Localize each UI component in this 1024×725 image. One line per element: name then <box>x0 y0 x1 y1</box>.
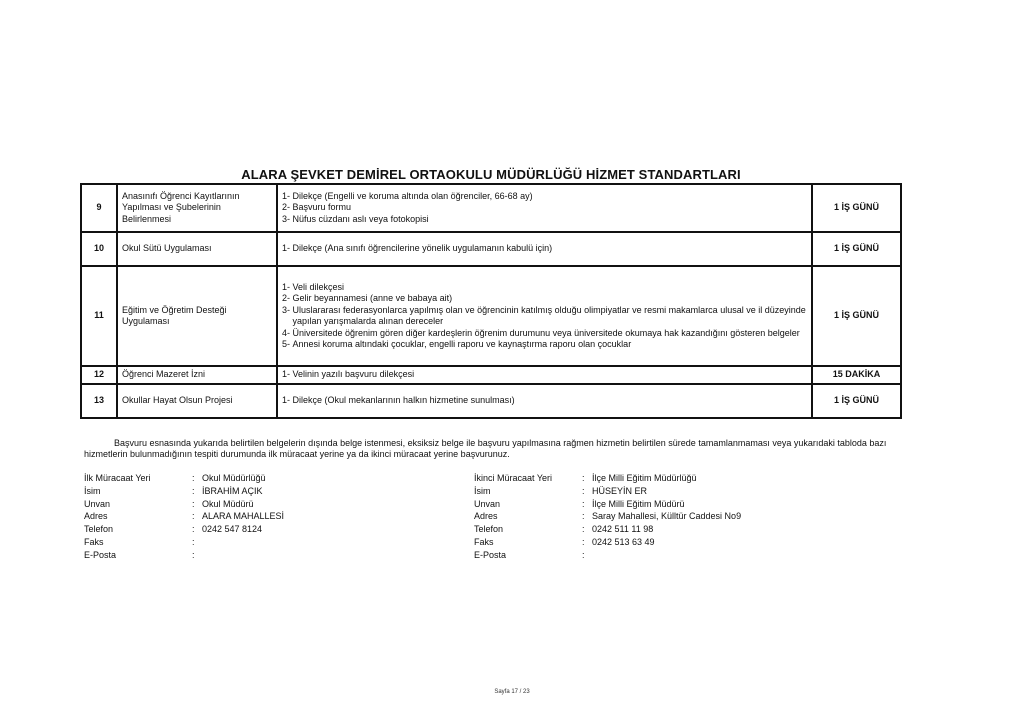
contact-label: E-Posta <box>474 549 507 560</box>
required-documents <box>277 384 812 418</box>
requirement-text: Velinin yazılı başvuru dilekçesi <box>292 369 415 380</box>
required-documents <box>277 266 812 366</box>
row-number: 13 <box>81 384 117 418</box>
completion-time: 15 DAKİKA <box>812 366 901 384</box>
contact-row <box>474 549 741 562</box>
requirement-number: 2- <box>282 293 293 303</box>
required-documents <box>277 366 812 384</box>
requirement-item <box>282 369 807 381</box>
requirement-number: 4- <box>282 327 293 338</box>
contact-row <box>84 549 284 562</box>
contact-value: İlçe Milli Eğitim Müdürü <box>592 498 685 509</box>
row-number: 10 <box>81 232 117 266</box>
requirement-number: 1- <box>282 243 293 254</box>
contact-label: Adres <box>84 511 108 522</box>
contact-value: Okul Müdürü <box>202 498 254 509</box>
requirement-item <box>282 214 807 226</box>
requirement-text: Veli dilekçesi <box>292 281 345 292</box>
contact-value: ALARA MAHALLESİ <box>202 511 285 522</box>
contact-label: Unvan <box>84 498 111 509</box>
contact-label: Unvan <box>474 498 501 509</box>
contact-label: İsim <box>84 485 101 496</box>
table-row <box>81 384 901 418</box>
requirement-text: Uluslararası federasyonlarca yapılmış olan ve öğrencinin katılmış olduğu olimpiyatlar ve resmi makamlarca ulusal ve il düzeyinde yapılan yarışmalarda alınan dereceler <box>292 304 806 326</box>
table-row <box>81 266 901 366</box>
requirement-text: Başvuru formu <box>292 202 352 213</box>
row-number: 11 <box>81 266 117 366</box>
contact-label: İkinci Müracaat Yeri <box>474 473 553 483</box>
contact-row <box>474 498 741 511</box>
requirement-item <box>282 395 807 407</box>
contact-separator: : <box>192 536 195 547</box>
requirement-item <box>282 202 807 214</box>
requirement-number: 1- <box>282 369 293 380</box>
contact-value: Okul Müdürlüğü <box>202 473 266 483</box>
contact-label: Faks <box>474 536 494 547</box>
requirement-number: 3- <box>282 304 293 315</box>
contact-separator: : <box>192 511 195 522</box>
contact-row <box>84 510 284 523</box>
completion-time: 1 İŞ GÜNÜ <box>812 232 901 266</box>
contact-separator: : <box>582 473 585 483</box>
page-number: Sayfa 17 / 23 <box>494 689 530 695</box>
contact-value: İBRAHİM AÇIK <box>202 485 263 496</box>
contact-separator: : <box>582 536 585 547</box>
contact-row <box>474 485 741 498</box>
second-contact-block <box>474 472 741 562</box>
contact-row <box>84 498 284 511</box>
contact-separator: : <box>582 511 585 522</box>
completion-time: 1 İŞ GÜNÜ <box>812 184 901 232</box>
requirement-item <box>282 282 807 294</box>
contact-separator: : <box>192 498 195 509</box>
requirement-text: Üniversitede öğrenim gören diğer kardeşlerin öğrenim durumunu veya üniversitede okumaya hak kazandığını gösteren belgeler <box>292 327 800 338</box>
contact-row <box>474 510 741 523</box>
requirement-item <box>282 339 807 351</box>
table-row <box>81 184 901 232</box>
contact-separator: : <box>582 485 585 496</box>
service-standards-table <box>80 183 902 419</box>
contact-value: 0242 547 8124 <box>202 524 263 535</box>
requirement-text: Dilekçe (Ana sınıfı öğrencilerine yönelik uygulamanın kabulü için) <box>292 243 553 254</box>
requirement-item <box>282 243 807 255</box>
completion-time: 1 İŞ GÜNÜ <box>812 384 901 418</box>
page-title: ALARA ŞEVKET DEMİREL ORTAOKULU MÜDÜRLÜĞÜ HİZMET STANDARTLARI <box>241 167 741 182</box>
contact-value: 0242 511 11 98 <box>592 524 654 535</box>
requirement-text: Nüfus cüzdanı aslı veya fotokopisi <box>292 213 429 224</box>
requirement-number: 1- <box>282 190 293 201</box>
requirement-number: 1- <box>282 281 293 292</box>
contact-row <box>474 472 741 485</box>
requirement-text: Gelir beyannamesi (anne ve babaya ait) <box>292 293 453 303</box>
contact-label: Telefon <box>84 524 114 535</box>
contact-separator: : <box>582 549 585 560</box>
requirement-number: 5- <box>282 339 293 349</box>
contact-label: İsim <box>474 485 491 496</box>
contact-separator: : <box>582 498 585 509</box>
completion-time: 1 İŞ GÜNÜ <box>812 266 901 366</box>
service-name: Anasınıfı Öğrenci Kayıtlarının Yapılması ve Şubelerinin Belirlenmesi <box>117 184 277 232</box>
requirement-number: 3- <box>282 213 293 224</box>
contact-separator: : <box>582 524 585 535</box>
application-note: Başvuru esnasında yukarıda belirtilen belgelerin dışında belge istenmesi, eksiksiz belge ile başvuru yapılmasına rağmen hizmetin belirtilen sürede tamamlanmaması veya yukarıdaki tabloda bazı hizmetlerin bulunmadığının tespiti durumunda ilk müracaat yerine ya da ikinci müracaat yerine başvurunuz. <box>84 438 887 459</box>
requirement-text: Dilekçe (Okul mekanlarının halkın hizmetine sunulması) <box>292 395 515 406</box>
contact-value: HÜSEYİN ER <box>592 485 648 496</box>
contact-row <box>84 485 284 498</box>
contact-value: Saray Mahallesi, Külltür Caddesi No9 <box>592 511 742 522</box>
contact-separator: : <box>192 524 195 535</box>
contact-separator: : <box>192 549 195 560</box>
contact-row <box>84 523 284 536</box>
service-name: Okul Sütü Uygulaması <box>117 232 277 266</box>
service-name: Eğitim ve Öğretim Desteği Uygulaması <box>117 266 277 366</box>
table-row <box>81 366 901 384</box>
requirement-text: Annesi koruma altındaki çocuklar, engelli raporu ve kaynaştırma raporu olan çocuklar <box>292 339 632 349</box>
required-documents <box>277 184 812 232</box>
service-name: Öğrenci Mazeret İzni <box>117 366 277 384</box>
contact-label: Adres <box>474 511 498 522</box>
contact-label: Faks <box>84 536 104 547</box>
requirement-item <box>282 328 807 340</box>
requirement-text: Dilekçe (Engelli ve koruma altında olan öğrenciler, 66-68 ay) <box>292 190 533 201</box>
contact-separator: : <box>192 485 195 496</box>
contact-label: İlk Müracaat Yeri <box>84 473 151 483</box>
requirement-item <box>282 191 807 203</box>
requirement-number: 1- <box>282 395 293 406</box>
row-number: 12 <box>81 366 117 384</box>
row-number: 9 <box>81 184 117 232</box>
requirement-number: 2- <box>282 202 293 213</box>
contact-row <box>84 472 284 485</box>
required-documents <box>277 232 812 266</box>
contact-row <box>474 523 741 536</box>
contact-row <box>474 536 741 549</box>
contact-value: İlçe Milli Eğitim Müdürlüğü <box>592 473 697 483</box>
table-row <box>81 232 901 266</box>
contact-row <box>84 536 284 549</box>
contact-label: Telefon <box>474 524 504 535</box>
first-contact-block <box>84 472 284 562</box>
service-name: Okullar Hayat Olsun Projesi <box>117 384 277 418</box>
requirement-item <box>282 293 807 305</box>
requirement-item <box>282 305 807 328</box>
contact-value: 0242 513 63 49 <box>592 536 655 547</box>
contact-label: E-Posta <box>84 549 117 560</box>
contact-separator: : <box>192 473 195 483</box>
